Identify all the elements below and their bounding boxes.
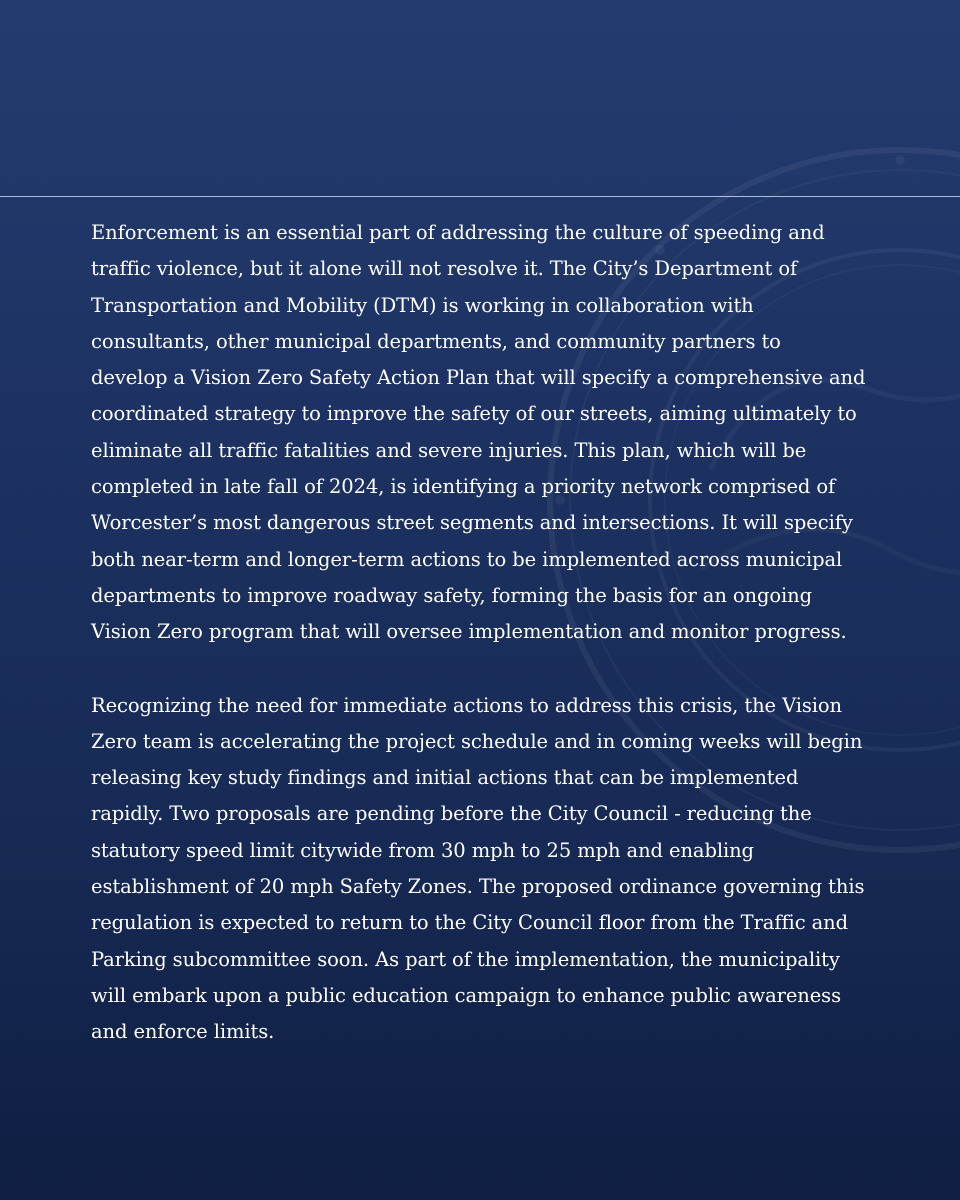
text-line: and enforce limits. — [91, 1020, 275, 1044]
text-line: Transportation and Mobility (DTM) is working in collaboration with — [91, 293, 754, 317]
text-line: establishment of 20 mph Safety Zones. The proposed ordinance governing this — [91, 875, 865, 899]
text-line: departments to improve roadway safety, forming the basis for an ongoing — [91, 583, 812, 607]
text-line: will embark upon a public education campaign to enhance public awareness — [91, 983, 841, 1007]
text-line: consultants, other municipal departments, and community partners to — [91, 329, 781, 353]
text-line: statutory speed limit citywide from 30 mph to 25 mph and enabling — [91, 838, 754, 862]
text-line: eliminate all traffic fatalities and severe injuries. This plan, which will be — [91, 438, 807, 462]
text-line: regulation is expected to return to the City Council floor from the Traffic and — [91, 911, 848, 935]
text-line: Worcester’s most dangerous street segments and intersections. It will specify — [91, 511, 853, 535]
text-line: both near-term and longer-term actions to be implemented across municipal — [91, 547, 843, 571]
text-line: traffic violence, but it alone will not resolve it. The City’s Department of — [91, 257, 798, 281]
text-line: Enforcement is an essential part of addressing the culture of speeding and — [91, 221, 825, 244]
text-line: completed in late fall of 2024, is identifying a priority network comprised of — [91, 475, 836, 499]
text-line: Vision Zero program that will oversee implementation and monitor progress. — [91, 620, 847, 644]
text-line: rapidly. Two proposals are pending before the City Council - reducing the — [91, 802, 812, 826]
paragraph-2 — [91, 688, 891, 1051]
text-line: releasing key study findings and initial actions that can be implemented — [91, 766, 799, 790]
text-line: develop a Vision Zero Safety Action Plan that will specify a comprehensive and — [91, 366, 866, 390]
paragraph-1 — [91, 215, 891, 651]
text-line: Recognizing the need for immediate actions to address this crisis, the Vision — [91, 693, 843, 717]
text-line: Parking subcommittee soon. As part of the implementation, the municipality — [91, 947, 840, 971]
text-line: coordinated strategy to improve the safety of our streets, aiming ultimately to — [91, 402, 857, 426]
header-divider — [0, 196, 960, 197]
text-line: Zero team is accelerating the project schedule and in coming weeks will begin — [91, 729, 863, 753]
document-body — [91, 215, 891, 1051]
